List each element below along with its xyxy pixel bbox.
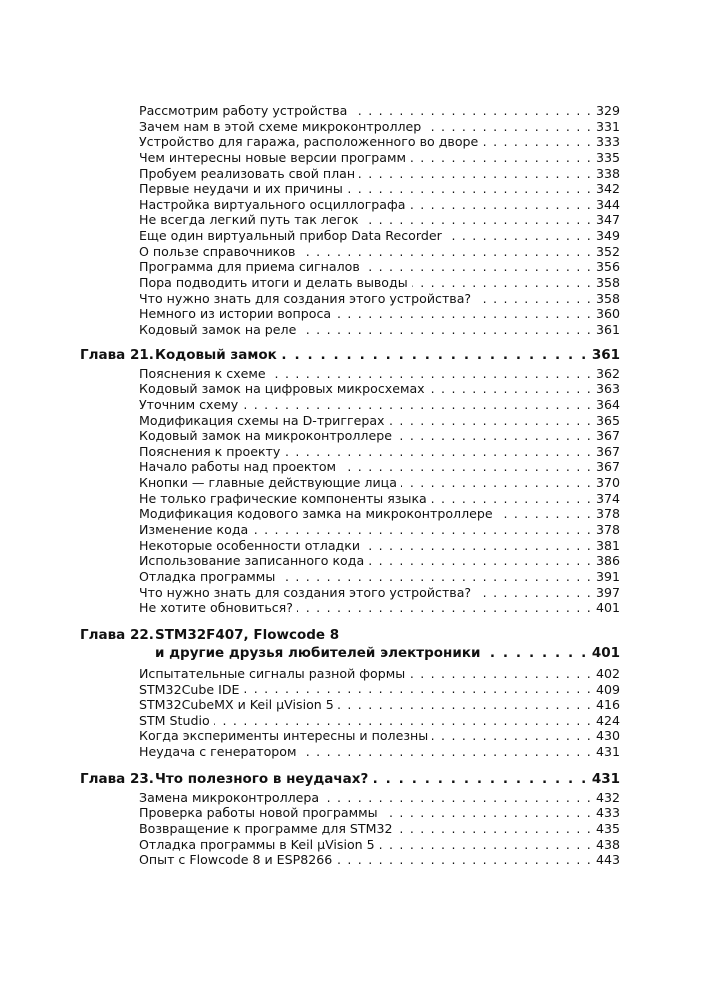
dot-leader — [300, 744, 591, 760]
dot-leader — [497, 506, 592, 522]
toc-entry-title: Кнопки — главные действующие лица — [139, 475, 397, 491]
toc-entry-page: 401 — [595, 600, 620, 616]
toc-entry[interactable] — [80, 585, 620, 601]
toc-entry-title: Опыт с Flowcode 8 и ESP8266 — [139, 852, 333, 868]
toc-entry-title: Изменение кода — [139, 522, 249, 538]
toc-entry-title: Первые неудачи и их причины — [139, 181, 343, 197]
toc-entry-page: 358 — [595, 290, 620, 306]
toc-entry-title: Возвращение к программе для STM32 — [139, 820, 393, 836]
toc-entry-page: 391 — [595, 568, 620, 584]
toc-entry-title: Что нужно знать для создания этого устройства? — [139, 290, 472, 306]
toc-entry-page: 386 — [595, 553, 620, 569]
chapter-title: Кодовый замок — [155, 346, 277, 363]
toc-entry-title: Пояснения к схеме — [139, 365, 266, 381]
toc-entry-title: Устройство для гаража, расположенного во дворе — [139, 134, 479, 150]
dot-leader — [359, 166, 592, 182]
dot-leader — [284, 444, 592, 460]
toc-entry-page: 432 — [595, 789, 620, 805]
toc-entry-title: Не хотите обновиться? — [139, 600, 293, 616]
toc-entry[interactable] — [80, 553, 620, 569]
toc-entry[interactable] — [80, 522, 620, 538]
toc-entry[interactable] — [80, 837, 620, 853]
dot-leader — [347, 181, 592, 197]
dot-leader — [389, 413, 592, 429]
chapter-heading-line — [80, 643, 620, 663]
toc-entry-title: Кодовый замок на реле — [139, 321, 297, 337]
dot-leader — [270, 366, 592, 382]
toc-entry-page: 381 — [595, 537, 620, 553]
chapter-heading-line — [80, 627, 620, 643]
chapter-page: 361 — [591, 346, 620, 363]
toc-entry-title: О пользе справочников — [139, 243, 296, 259]
toc-entry-page: 338 — [595, 165, 620, 181]
toc-entry-title: Кодовый замок на цифровых микросхемах — [139, 381, 425, 397]
toc-entry[interactable] — [80, 381, 620, 397]
toc-entry-page: 402 — [595, 665, 620, 681]
toc-entry-page: 370 — [595, 475, 620, 491]
toc-entry[interactable] — [80, 413, 620, 429]
toc-entry[interactable] — [80, 697, 620, 713]
chapter-heading[interactable] — [80, 347, 620, 363]
toc-entry-page: 374 — [595, 490, 620, 506]
toc-entry[interactable] — [80, 212, 620, 228]
toc-entry[interactable] — [80, 181, 620, 197]
dot-leader — [299, 244, 592, 260]
dot-leader — [396, 428, 592, 444]
toc-entry-title: Настройка виртуального осциллографа — [139, 196, 406, 212]
toc-entry-title: Замена микроконтроллера — [139, 789, 320, 805]
toc-entry-title: Немного из истории вопроса — [139, 306, 332, 322]
toc-entry[interactable] — [80, 322, 620, 338]
dot-leader — [281, 347, 588, 363]
toc-entry-page: 430 — [595, 728, 620, 744]
toc-entry-title: Проверка работы новой программы — [139, 805, 378, 821]
toc-entry-title: Отладка программы — [139, 568, 276, 584]
toc-entry-page: 424 — [595, 712, 620, 728]
toc-entry[interactable] — [80, 569, 620, 585]
toc-entry-title: STM32CubeMX и Keil µVision 5 — [139, 697, 334, 713]
dot-leader — [340, 459, 592, 475]
toc-entry-page: 361 — [595, 321, 620, 337]
toc-entry-page: 435 — [595, 820, 620, 836]
toc-entry-page: 378 — [595, 522, 620, 538]
toc-entry-page: 438 — [595, 836, 620, 852]
dot-leader — [351, 103, 592, 119]
toc-entry-page: 352 — [595, 243, 620, 259]
toc-entry-page: 433 — [595, 805, 620, 821]
toc-entry-page: 342 — [595, 181, 620, 197]
toc-entry-page: 362 — [595, 365, 620, 381]
toc-entry-page: 333 — [595, 134, 620, 150]
toc-entry-title: STM32Cube IDE — [139, 681, 240, 697]
toc-entry[interactable] — [80, 291, 620, 307]
toc-entry[interactable] — [80, 805, 620, 821]
toc-entry[interactable] — [80, 682, 620, 698]
table-of-contents — [80, 103, 620, 868]
toc-entry[interactable] — [80, 197, 620, 213]
toc-entry-title: Кодовый замок на микроконтроллере — [139, 428, 392, 444]
toc-entry[interactable] — [80, 821, 620, 837]
dot-leader — [475, 585, 592, 601]
toc-entry[interactable] — [80, 259, 620, 275]
toc-entry-title: Еще один виртуальный прибор Data Recorder — [139, 228, 442, 244]
dot-leader — [364, 538, 592, 554]
toc-entry-title: Уточним схему — [139, 396, 239, 412]
toc-entry-title: Модификация кодового замка на микроконтроллере — [139, 506, 493, 522]
dot-leader — [335, 306, 592, 322]
dot-leader — [475, 291, 592, 307]
dot-leader — [242, 397, 592, 413]
toc-entry-page: 431 — [595, 744, 620, 760]
toc-entry-page: 360 — [595, 306, 620, 322]
toc-entry-title: Пробуем реализовать свой план — [139, 165, 356, 181]
toc-entry-page: 347 — [595, 212, 620, 228]
toc-entry[interactable] — [80, 428, 620, 444]
toc-entry[interactable] — [80, 444, 620, 460]
dot-leader — [482, 134, 592, 150]
toc-entry-page: 335 — [595, 149, 620, 165]
toc-entry-page: 358 — [595, 275, 620, 291]
dot-leader — [372, 771, 588, 787]
chapter-title: STM32F407, Flowcode 8 — [155, 626, 340, 643]
toc-entry-title: Программа для приема сигналов — [139, 259, 360, 275]
dot-leader — [397, 821, 592, 837]
toc-entry-title: Модификация схемы на D-триггерах — [139, 412, 385, 428]
toc-entry[interactable] — [80, 306, 620, 322]
chapter-page: 431 — [591, 770, 620, 787]
toc-entry-title: Некоторые особенности отладки — [139, 537, 361, 553]
toc-entry[interactable] — [80, 790, 620, 806]
toc-entry[interactable] — [80, 275, 620, 291]
toc-entry-page: 356 — [595, 259, 620, 275]
chapter-heading[interactable] — [80, 771, 620, 787]
dot-leader — [338, 697, 592, 713]
toc-entry-page: 416 — [595, 697, 620, 713]
toc-entry[interactable] — [80, 852, 620, 868]
dot-leader — [279, 569, 592, 585]
toc-entry[interactable] — [80, 134, 620, 150]
toc-entry[interactable] — [80, 103, 620, 119]
toc-entry[interactable] — [80, 713, 620, 729]
chapter-heading-line — [80, 347, 620, 363]
toc-entry-page: 331 — [595, 118, 620, 134]
toc-entry[interactable] — [80, 119, 620, 135]
chapter-heading-line — [80, 771, 620, 787]
dot-leader — [300, 322, 592, 338]
toc-entry-title: Рассмотрим работу устройства — [139, 103, 348, 118]
toc-entry-title: Не всегда легкий путь так легок — [139, 212, 359, 228]
toc-entry[interactable] — [80, 475, 620, 491]
toc-entry-title: STM Studio — [139, 712, 210, 728]
chapter-title: Что полезного в неудачах? — [155, 770, 369, 787]
chapter-title-continued: и другие друзья любителей электроники — [155, 644, 481, 661]
chapter-number: Глава 22. — [80, 626, 154, 643]
toc-entry-title: Зачем нам в этой схеме микроконтроллер — [139, 118, 422, 134]
toc-entry-page: 367 — [595, 459, 620, 475]
toc-entry[interactable] — [80, 728, 620, 744]
dot-leader — [297, 600, 592, 616]
toc-entry[interactable] — [80, 666, 620, 682]
chapter-page: 401 — [591, 644, 620, 661]
toc-entry-page: 367 — [595, 428, 620, 444]
toc-entry-page: 397 — [595, 584, 620, 600]
dot-leader — [363, 212, 592, 228]
toc-entry[interactable] — [80, 244, 620, 260]
toc-entry-page: 344 — [595, 196, 620, 212]
dot-leader — [446, 228, 592, 244]
dot-leader — [425, 119, 592, 135]
toc-entry[interactable] — [80, 506, 620, 522]
toc-entry[interactable] — [80, 538, 620, 554]
toc-entry-title: Испытательные сигналы разной формы — [139, 665, 406, 681]
toc-entry[interactable] — [80, 366, 620, 382]
toc-entry-page: 443 — [595, 852, 620, 868]
dot-leader — [410, 150, 592, 166]
toc-entry[interactable] — [80, 459, 620, 475]
toc-entry-title: Когда эксперименты интересны и полезны — [139, 728, 429, 744]
toc-entry-title: Пояснения к проекту — [139, 443, 281, 459]
toc-entry-page: 365 — [595, 412, 620, 428]
toc-entry-title: Использование записанного кода — [139, 553, 365, 569]
chapter-number: Глава 23. — [80, 770, 154, 787]
dot-leader — [412, 275, 592, 291]
toc-entry[interactable] — [80, 228, 620, 244]
dot-leader — [382, 805, 592, 821]
toc-entry-page: 329 — [595, 103, 620, 118]
chapter-number: Глава 21. — [80, 346, 154, 363]
dot-leader — [429, 381, 592, 397]
toc-entry[interactable] — [80, 744, 620, 760]
toc-entry[interactable] — [80, 397, 620, 413]
toc-entry[interactable] — [80, 491, 620, 507]
toc-entry-title: Не только графические компоненты языка — [139, 490, 427, 506]
toc-entry[interactable] — [80, 600, 620, 616]
dot-leader — [484, 643, 587, 663]
toc-entry-title: Пора подводить итоги и делать выводы — [139, 275, 408, 291]
dot-leader — [214, 713, 592, 729]
toc-entry-title: Отладка программы в Keil µVision 5 — [139, 836, 375, 852]
toc-entry[interactable] — [80, 150, 620, 166]
dot-leader — [364, 259, 592, 275]
toc-entry-title: Чем интересны новые версии программ — [139, 149, 407, 165]
toc-entry-title: Начало работы над проектом — [139, 459, 337, 475]
chapter-heading[interactable] — [80, 627, 620, 663]
dot-leader — [432, 728, 592, 744]
dot-leader — [243, 682, 591, 698]
toc-entry-page: 364 — [595, 396, 620, 412]
toc-entry-title: Что нужно знать для создания этого устройства? — [139, 584, 472, 600]
toc-entry-page: 349 — [595, 228, 620, 244]
dot-leader — [401, 475, 592, 491]
toc-entry-page: 409 — [595, 681, 620, 697]
toc-entry-page: 378 — [595, 506, 620, 522]
dot-leader — [323, 790, 592, 806]
toc-entry-title: Неудача с генератором — [139, 744, 297, 760]
dot-leader — [409, 666, 592, 682]
toc-entry[interactable] — [80, 166, 620, 182]
dot-leader — [379, 837, 592, 853]
toc-entry-page: 363 — [595, 381, 620, 397]
dot-leader — [410, 197, 592, 213]
toc-entry-page: 367 — [595, 443, 620, 459]
dot-leader — [252, 522, 592, 538]
dot-leader — [336, 852, 592, 868]
dot-leader — [431, 491, 592, 507]
dot-leader — [368, 553, 592, 569]
